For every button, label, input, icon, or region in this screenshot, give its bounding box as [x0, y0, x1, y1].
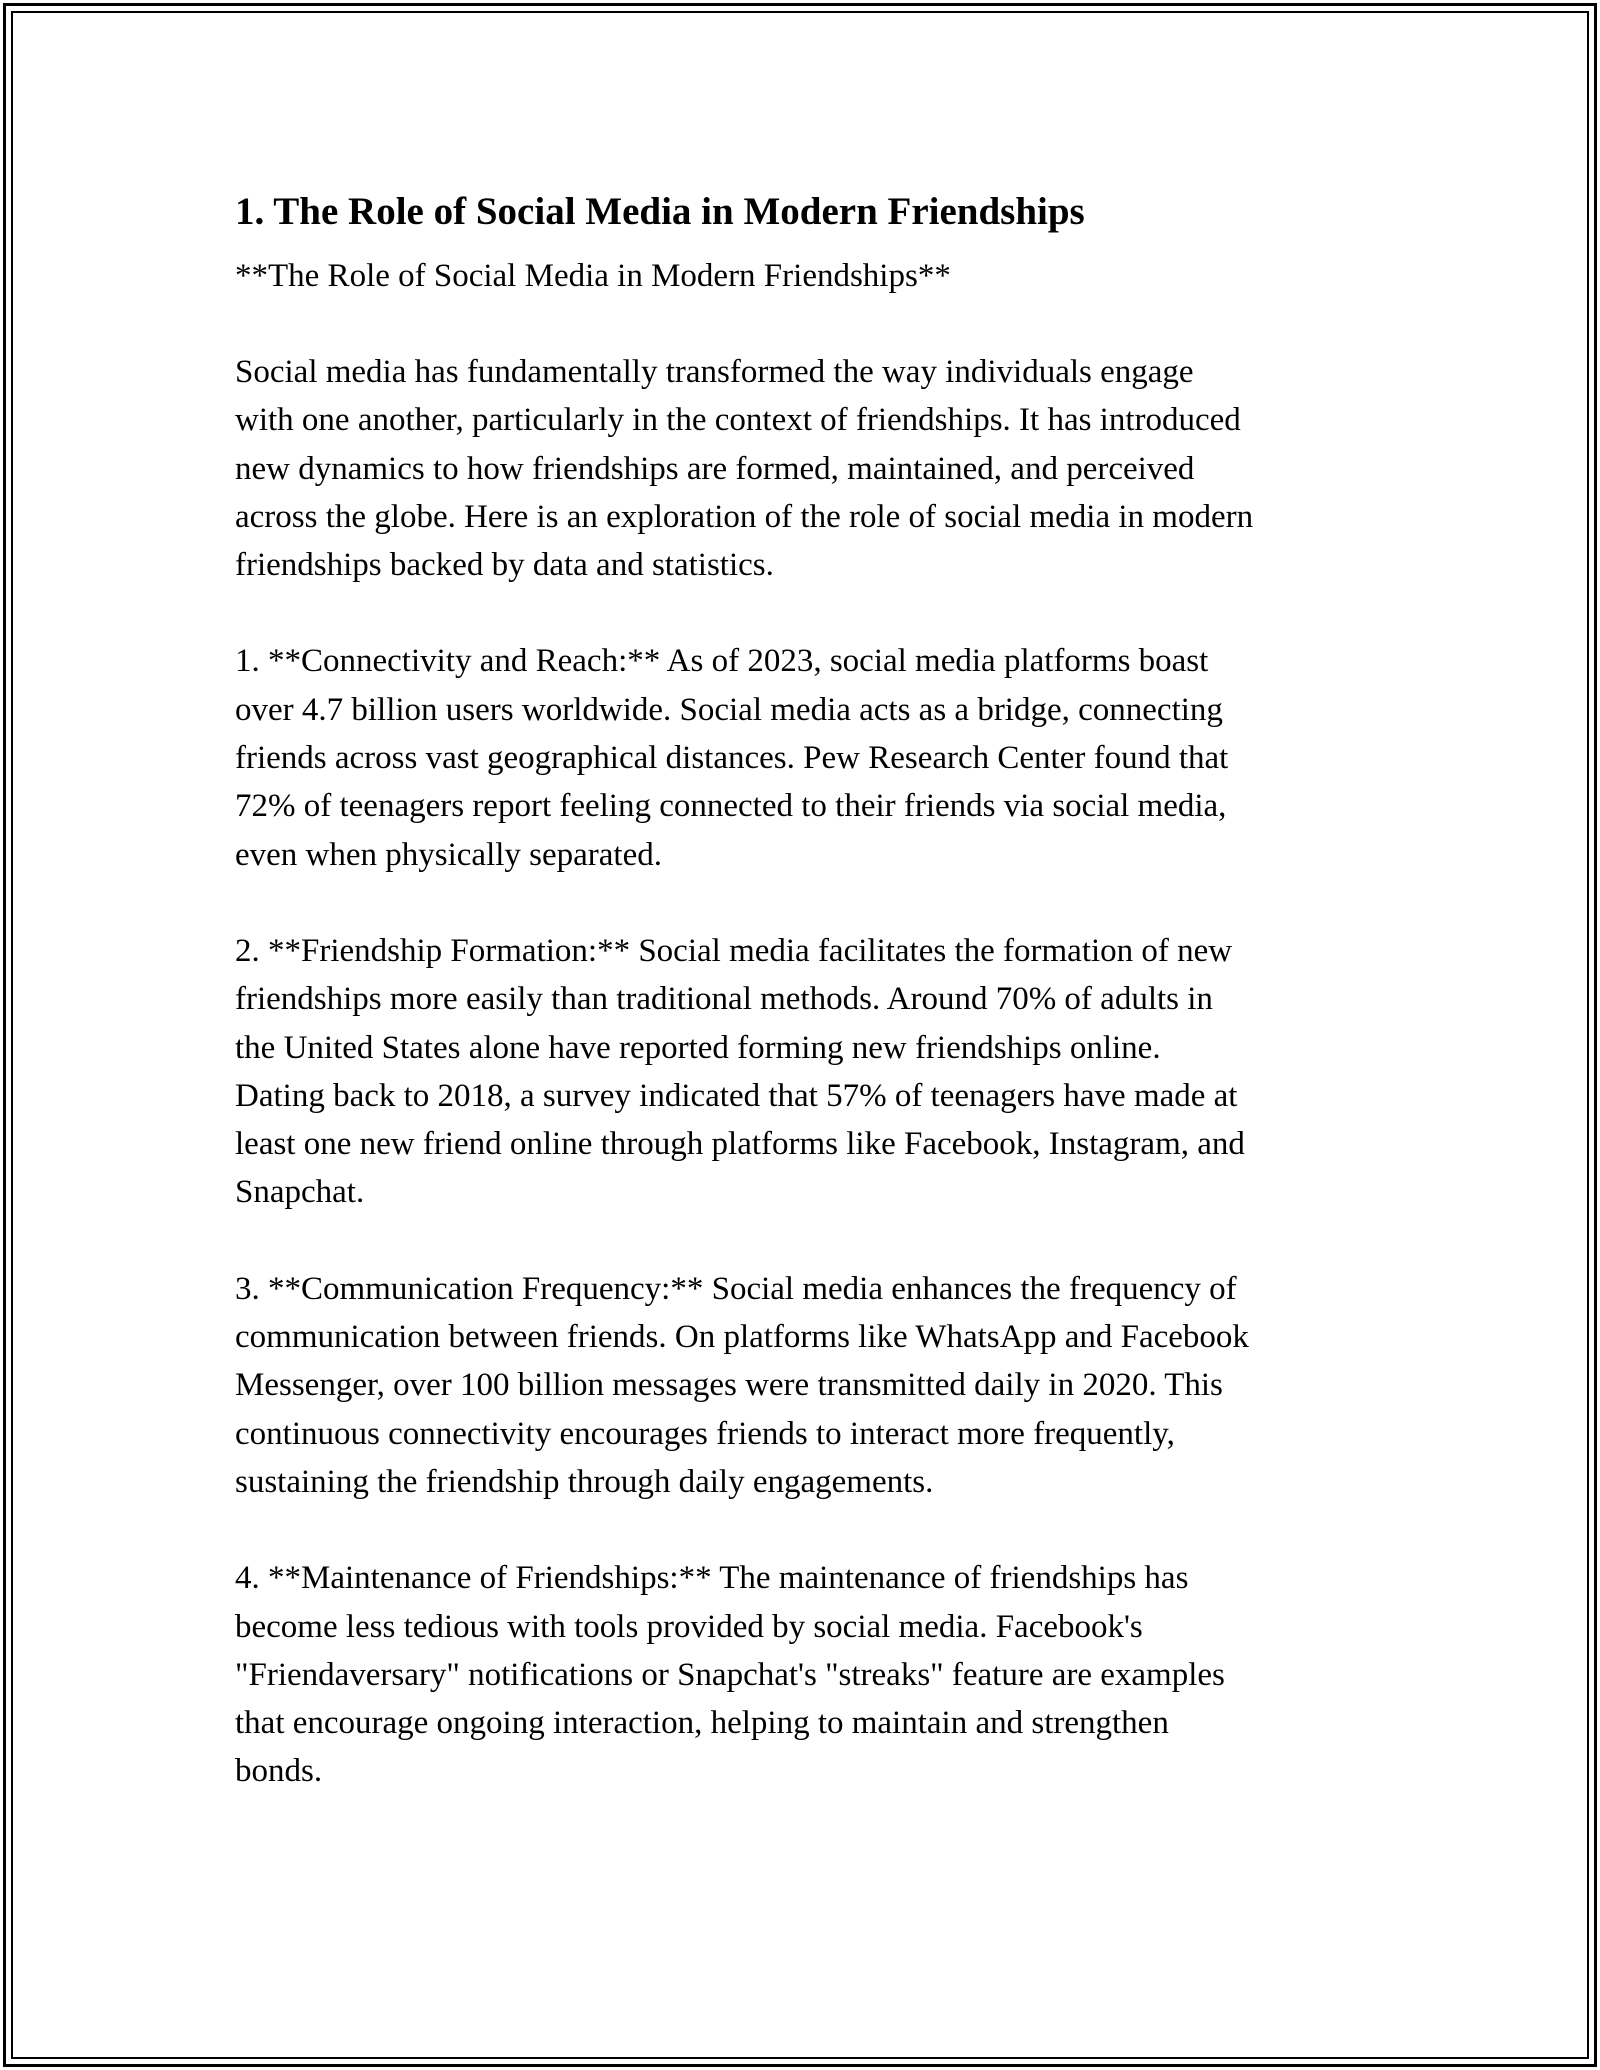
paragraph-line: the United States alone have reported forming new friendships online.	[235, 1029, 1161, 1066]
document-body	[235, 186, 1385, 1796]
paragraph-line: friendships backed by data and statistics.	[235, 547, 774, 584]
paragraph-line: 72% of teenagers report feeling connected to their friends via social media,	[235, 788, 1227, 825]
paragraph-line: least one new friend online through platforms like Facebook, Instagram, and	[235, 1126, 1245, 1163]
connectivity-paragraph	[235, 637, 1385, 878]
paragraph-line: even when physically separated.	[235, 836, 663, 873]
paragraph-line: Messenger, over 100 billion messages were transmitted daily in 2020. This	[235, 1367, 1223, 1404]
paragraph-line: 2. **Friendship Formation:** Social media facilitates the formation of new	[235, 932, 1233, 969]
communication-frequency-paragraph	[235, 1265, 1385, 1506]
paragraph-line: friends across vast geographical distances. Pew Research Center found that	[235, 740, 1229, 777]
paragraph-line: 1. **Connectivity and Reach:** As of 2023, social media platforms boast	[235, 643, 1209, 680]
paragraph-line: friendships more easily than traditional methods. Around 70% of adults in	[235, 981, 1213, 1018]
maintenance-paragraph	[235, 1554, 1385, 1795]
intro-paragraph	[235, 348, 1385, 589]
paragraph-line: become less tedious with tools provided by social media. Facebook's	[235, 1608, 1143, 1645]
paragraph-line: Dating back to 2018, a survey indicated that 57% of teenagers have made at	[235, 1077, 1238, 1114]
paragraph-line: sustaining the friendship through daily engagements.	[235, 1463, 934, 1500]
paragraph-line: with one another, particularly in the context of friendships. It has introduced	[235, 402, 1241, 439]
section-heading: 1. The Role of Social Media in Modern Friendships	[235, 190, 1085, 233]
paragraph-line: Snapchat.	[235, 1174, 365, 1211]
paragraph-line: "Friendaversary" notifications or Snapchat's "streaks" feature are examples	[235, 1656, 1225, 1693]
section-subtitle: **The Role of Social Media in Modern Friendships**	[235, 258, 951, 294]
paragraph-line: over 4.7 billion users worldwide. Social media acts as a bridge, connecting	[235, 691, 1223, 728]
friendship-formation-paragraph	[235, 927, 1385, 1217]
paragraph-line: continuous connectivity encourages friends to interact more frequently,	[235, 1415, 1175, 1452]
paragraph-line: across the globe. Here is an exploration of the role of social media in modern	[235, 498, 1254, 535]
paragraph-line: bonds.	[235, 1753, 323, 1790]
paragraph-line: Social media has fundamentally transformed the way individuals engage	[235, 354, 1194, 390]
paragraph-line: communication between friends. On platforms like WhatsApp and Facebook	[235, 1319, 1249, 1356]
paragraph-line: that encourage ongoing interaction, helping to maintain and strengthen	[235, 1705, 1169, 1742]
paragraph-line: 4. **Maintenance of Friendships:** The maintenance of friendships has	[235, 1560, 1189, 1597]
paragraph-line: new dynamics to how friendships are formed, maintained, and perceived	[235, 450, 1195, 487]
paragraph-line: 3. **Communication Frequency:** Social media enhances the frequency of	[235, 1270, 1237, 1307]
